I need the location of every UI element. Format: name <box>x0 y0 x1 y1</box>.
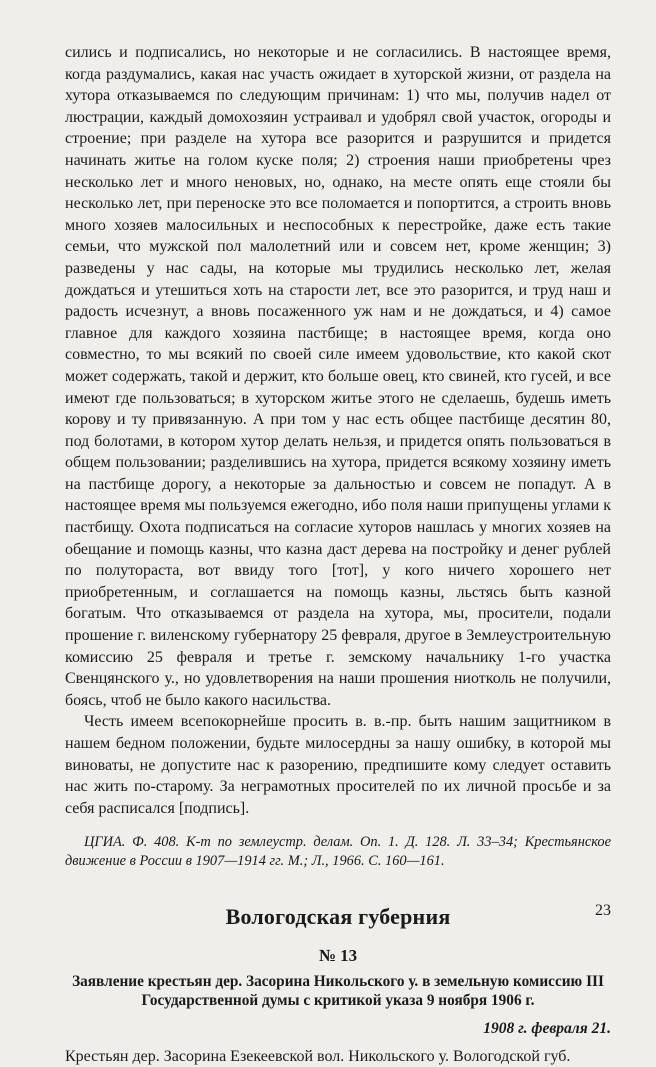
document-author-line: Крестьян дер. Засорина Езекеевской вол. Никольского у. Вологодской губ. <box>65 1048 571 1066</box>
document-title: Заявление крестьян дер. Засорина Никольского у. в земельную комиссию III Государственной думы с критикой указа 9 ноября 1906 г. <box>72 973 604 1010</box>
body-paragraph-2: Честь имеем всепокорнейше просить в. в.-пр. быть нашим защитником в нашем бедном положении, будьте милосердны за нашу ошибку, в которой мы виноваты, не допустите нас к разорению, предпишите кому следует оставить нас жить по-старому. За неграмотных просителей по их личной просьбе и за себя расписался [подпись]. <box>65 713 611 817</box>
source-citation: ЦГИА. Ф. 408. К-т по землеустр. делам. Оп. 1. Д. 128. Л. 33–34; Крестьянское движение в России в 1907—1914 гг. М.; Л., 1966. С. 160—161. <box>65 834 611 869</box>
region-heading: Вологодская губерния <box>225 904 451 930</box>
document-number: № 13 <box>318 946 358 966</box>
page-content <box>65 42 611 1067</box>
body-paragraph-1: сились и подписались, но некоторые и не согласились. В настоящее время, когда раздумались, какая нас участь ожидает в хуторской жизни, от раздела на хутора отказываемся по следующим причинам: 1) что мы, получив надел от люстрации, каждый домохозяин устраивал и удобрял свой участок, огороды и строение; при разделе на хутора все разорится и разрушится и придется начинать житье на голом куске поля; 2) строения наши приобретены чрез несколько лет и много неновых, но, однако, на месте опять еще стояли бы несколько лет, при переноске это все поломается и попортится, а строить вновь много хозяев малосильных и неспособных к перестройке, даже есть такие семьи, что мужской пол малолетний или и совсем нет, кроме женщин; 3) разведены у нас сады, на которые мы трудились несколько лет, желая дождаться и утешиться хоть на старости лет, все это разорится, и труд наш и радость исчезнут, а вновь посаженного уж нам и не дождаться, и 4) самое главное для каждого хозяина пастбище; в настоящее время, когда оно совместно, то мы всякий по своей силе имеем удовольствие, кто какой скот может содержать, такой и держит, кто больше овец, кто свиней, кто гусей, и все имеют где пользоваться; в хуторском житье этого не сделаешь, будешь иметь корову и ту привязанную. А при том у нас есть общее пастбище десятин 80, под болотами, в котором хутор делать нельзя, и придется опять пользоваться в общем пользовании; разделившись на хутора, придется всякому хозяину иметь на пастбище дорогу, а некоторые за дальностью и совсем не попадут. А в настоящее время мы пользуемся ежегодно, ибо поля наши припущены углами к пастбищу. Охота подписаться на согласие хуторов нашлась у многих хозяев на обещание и помощь казны, что казна даст дерева на постройку и денег рублей по полутораста, вот ввиду того [тот], у кого ничего хорошего нет приобретенным, и соглашается на помощь казны, льстясь быть казной богатым. Что отказываемся от раздела на хутора, мы, просители, подали прошение г. виленскому губернатору 25 февраля, другое в Землеустроительную комиссию 25 февраля и третье г. земскому начальнику 1-го участка Свенцянского у., но удовлетворения на наши прошения ниотколь не получили, боясь, чтоб не было какого насильства. <box>65 44 611 709</box>
page-number: 23 <box>595 902 611 919</box>
document-date: 1908 г. февраля 21. <box>483 1020 611 1038</box>
